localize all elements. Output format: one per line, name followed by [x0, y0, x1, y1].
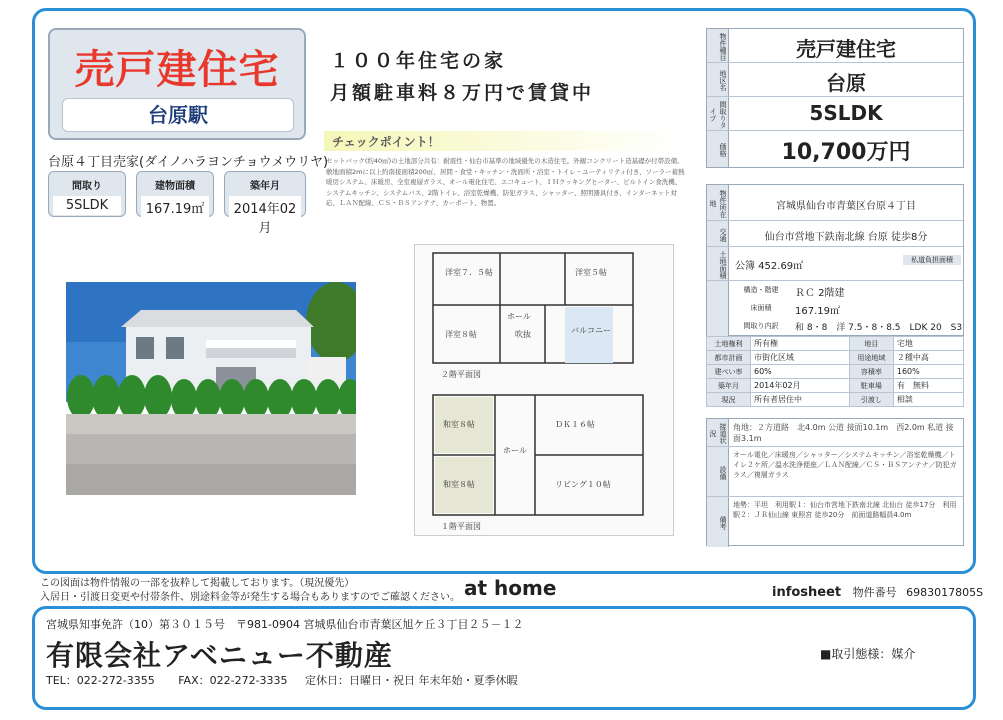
- road-value: 角地：２方道路 北4.0m 公道 接面10.1m 西2.0m 私道 接面3.1m: [733, 423, 954, 443]
- notice-line-1: この図面は物件情報の一部を抜粋して掲載しております。（現況優先）: [40, 578, 355, 589]
- spec-type-label: 物件種目: [707, 29, 729, 62]
- table-key: 建ぺい率: [707, 365, 751, 379]
- table-key: 駐車場: [849, 379, 893, 393]
- spec-summary: [706, 28, 964, 168]
- table-value: 有 無料: [893, 379, 963, 393]
- spec-land-label: 土地面積: [707, 247, 729, 280]
- spec-price-value: 10,700万円: [781, 140, 911, 165]
- chip-building-area: [136, 171, 214, 217]
- remarks-value: 地勢：平坦 利用駅１：仙台市営地下鉄南北線 北仙台 徒歩17分 利用駅２：ＪＲ仙山線 東照宮 徒歩20分 前面道路幅員4.0m: [733, 501, 957, 519]
- spec-building-side: [707, 281, 729, 337]
- table-key: 容積率: [849, 365, 893, 379]
- check-point-bar: [324, 131, 686, 151]
- headline-2: 月額駐車料８万円で賃貸中: [330, 82, 595, 104]
- tel: TEL：022-272-3355: [46, 674, 155, 687]
- room-label: バルコニー: [571, 326, 611, 335]
- chip-value: 2014年02月: [229, 196, 301, 238]
- athome-logo: at home: [464, 576, 557, 600]
- spec-floor-area-label: 床面積: [750, 304, 772, 312]
- room-label: 洋室８帖: [445, 330, 477, 339]
- chip-value: 167.19㎡: [141, 196, 209, 219]
- notice-line-2: 入居日・引渡日変更や付帯条件、別途料金等が発生する場合もありますのでご確認ください。: [40, 592, 460, 603]
- table-row: [707, 351, 964, 365]
- table-key: 土地権利: [707, 337, 751, 351]
- spec-address-value: 宮城県仙台市青葉区台原４丁目: [776, 201, 916, 212]
- table-key: 築年月: [707, 379, 751, 393]
- spec-land-value: 公簿 452.69㎡: [735, 261, 804, 272]
- house-photo: [66, 282, 356, 495]
- room-label: 吹抜: [515, 330, 531, 339]
- transaction-type: ■取引態様：媒介: [820, 647, 916, 661]
- room-label: ホール: [507, 312, 531, 321]
- table-value: 所有者居住中: [751, 393, 850, 407]
- table-value: 相談: [893, 393, 963, 407]
- table-value: 宅地: [893, 337, 963, 351]
- spec-structure-value: ＲＣ 2階建: [795, 288, 845, 299]
- fax: FAX：022-272-3335: [178, 674, 288, 687]
- spec-detail: [706, 184, 964, 336]
- spec-type-value: 売戸建住宅: [796, 37, 896, 61]
- table-value: 160%: [893, 365, 963, 379]
- property-type-title: 売戸建住宅: [74, 47, 280, 93]
- floorplan: [414, 244, 674, 536]
- holidays: 定休日：日曜日・祝日 年末年始・夏季休暇: [305, 674, 518, 687]
- check-point-text: セットバック(約40㎡)の土地部分共有：耐震性・仙台市基準の地域優先の木造住宅。外観コンクリート造基礎が付帯設備。敷地面積2mに以上約南接面積200㎡、居間・食堂・キッチン・洗面所・浴室・トイレ・ユーティリティ付き、ソーラー蓄熱暖房システム、床暖房、全室複層ガラス、オール電化住宅、エコキュート、ＩＨクッキングヒーター、ビルトイン食洗機、システムキッチン、システムバス、2階トイレ、浴室乾燥機、防犯ガラス、シャッター、照明器具付き、インターネット対応、ＬＡＮ配線、ＣＳ・ＢＳアンテナ、カーポート、物置。: [326, 157, 685, 207]
- notice: [40, 577, 460, 605]
- table-value: 市街化区域: [751, 351, 850, 365]
- spec-layout-label: 間取りタイプ: [707, 97, 729, 130]
- spec-rooms-value: 和 8・8 洋 7.5・8・8.5 LDK 20 S3: [795, 323, 963, 333]
- spec-floor-area-value: 167.19㎡: [795, 306, 840, 317]
- check-point-label: チェックポイント！: [332, 135, 440, 149]
- table-row: [707, 379, 964, 393]
- license-line: 宮城県知事免許（10）第３０１５号 〒981-0904 宮城県仙台市青葉区旭ケ丘３丁目２５－１２: [46, 618, 524, 631]
- road-label: 接道状況: [707, 419, 729, 446]
- room-label: 洋室５帖: [575, 268, 607, 277]
- remarks-label: 備考: [707, 497, 729, 547]
- spec-transport-value: 仙台市営地下鉄南北線 台原 徒歩8分: [764, 232, 928, 243]
- chip-label: 建物面積: [155, 181, 195, 192]
- property-no-label: 物件番号: [852, 586, 897, 599]
- infosheet-label: infosheet: [772, 585, 842, 600]
- headline-1: １００年住宅の家: [330, 50, 507, 72]
- room-label: 和室８帖: [443, 480, 475, 489]
- chip-built-date: [224, 171, 306, 236]
- spec-transport-label: 交通: [707, 221, 729, 246]
- private-road-label: 私道負担面積: [903, 255, 961, 265]
- table-row: [707, 393, 964, 407]
- room-label: リビング１０帖: [555, 480, 611, 489]
- table-key: 用途地域: [849, 351, 893, 365]
- spec-location-value: 台原: [826, 71, 866, 95]
- table-key: 都市計画: [707, 351, 751, 365]
- spec-layout-value: 5SLDK: [809, 101, 883, 125]
- spec-price-label: 価格: [707, 131, 729, 167]
- room-label: 和室８帖: [443, 420, 475, 429]
- floor2-caption: ２階平面図: [441, 370, 481, 379]
- chip-layout: [48, 171, 126, 217]
- spec-structure-label: 構造・階建: [743, 286, 779, 294]
- spec-notes: [706, 418, 964, 546]
- table-key: 引渡し: [849, 393, 893, 407]
- chip-value: 5SLDK: [53, 196, 121, 215]
- room-label: ＤＫ１６帖: [555, 420, 595, 429]
- spec-location-label: 地区名: [707, 63, 729, 96]
- floor1-caption: １階平面図: [441, 522, 481, 531]
- table-value: 60%: [751, 365, 850, 379]
- chip-label: 築年月: [250, 181, 280, 192]
- table-key: 地目: [849, 337, 893, 351]
- table-value: 所有権: [751, 337, 850, 351]
- table-value: 2014年02月: [751, 379, 850, 393]
- infosheet-info: [772, 584, 983, 600]
- room-label: ホール: [503, 446, 527, 455]
- table-row: [707, 337, 964, 351]
- spec-address-label: 物件所在地: [707, 185, 729, 220]
- station-label: 台原駅: [62, 98, 294, 132]
- spec-table: [706, 336, 964, 407]
- equipment-label: 設備: [707, 447, 729, 496]
- table-value: ２種中高: [893, 351, 963, 365]
- property-no: 6983017805S: [906, 586, 984, 599]
- table-row: [707, 365, 964, 379]
- property-name: 台原４丁目売家(ダイノハラヨンチョウメウリヤ): [48, 155, 329, 170]
- chip-label: 間取り: [72, 181, 102, 192]
- equipment-value: オール電化／床暖房／シャッター／システムキッチン／浴室乾燥機／トイレ２ケ所／温水洗浄便座／ＬＡＮ配線／ＣＳ・ＢＳアンテナ／防犯ガラス／複層ガラス: [733, 451, 957, 479]
- company-name: 有限会社アベニュー不動産: [46, 639, 393, 672]
- table-key: 現況: [707, 393, 751, 407]
- room-label: 洋室７．５帖: [445, 268, 493, 277]
- spec-rooms-label: 間取り内訳: [743, 322, 779, 330]
- title-box: [48, 28, 306, 140]
- company-contact: [46, 672, 518, 688]
